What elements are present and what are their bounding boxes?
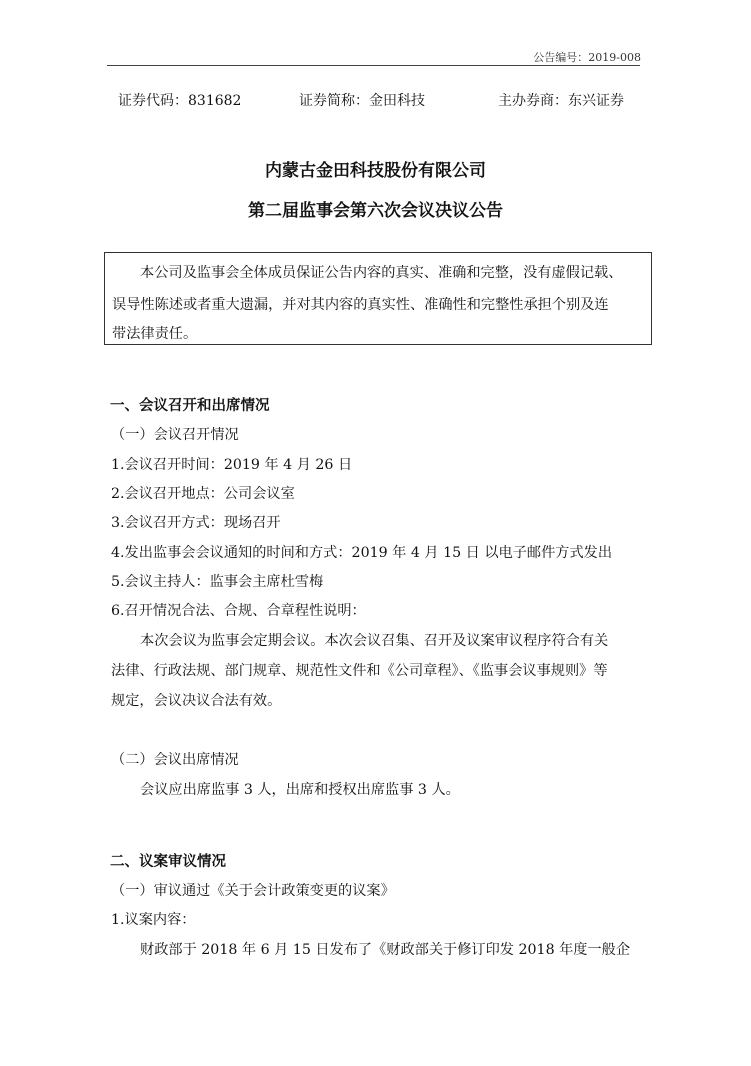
section1-heading: 一、会议召开和出席情况	[110, 398, 270, 414]
list-item: 5.会议主持人：监事会主席杜雪梅	[111, 574, 324, 590]
list-item: 4.发出监事会会议通知的时间和方式：2019 年 4 月 15 日 以电子邮件方式发出	[111, 545, 613, 561]
sponsor-broker: 主办券商：东兴证券	[498, 93, 624, 109]
list-item: 1.议案内容：	[111, 912, 196, 928]
list-item: 1.会议召开时间：2019 年 4 月 26 日	[111, 457, 353, 473]
disclaimer-line: 本公司及监事会全体成员保证公告内容的真实、准确和完整，没有虚假记载、	[140, 265, 623, 281]
notice-number: 公告编号：2019-008	[533, 51, 641, 64]
disclaimer-line: 误导性陈述或者重大遗漏，并对其内容的真实性、准确性和完整性承担个别及连	[112, 297, 609, 313]
securities-short-name: 证券简称：金田科技	[299, 93, 425, 109]
disclaimer-line: 带法律责任。	[112, 326, 198, 342]
section1-sub1: （一）会议召开情况	[111, 427, 239, 443]
paragraph-line: 财政部于 2018 年 6 月 15 日发布了《财政部关于修订印发 2018 年度一般企	[140, 942, 631, 958]
section1-sub2: （二）会议出席情况	[111, 752, 239, 768]
company-title: 内蒙古金田科技股份有限公司	[265, 161, 486, 181]
list-item: 2.会议召开地点：公司会议室	[111, 486, 295, 502]
paragraph-line: 法律、行政法规、部门规章、规范性文件和《公司章程》、《监事会议事规则》等	[111, 663, 608, 679]
section2-heading: 二、议案审议情况	[110, 854, 226, 870]
list-item: 6.召开情况合法、合规、合章程性说明：	[111, 603, 366, 619]
securities-code: 证券代码：831682	[118, 93, 242, 109]
list-item: 3.会议召开方式：现场召开	[111, 515, 281, 531]
paragraph-line: 规定，会议决议合法有效。	[111, 693, 282, 709]
paragraph-line: 本次会议为监事会定期会议。本次会议召集、召开及议案审议程序符合有关	[140, 633, 609, 649]
section2-sub1: （一）审议通过《关于会计政策变更的议案》	[111, 883, 395, 899]
attendance-text: 会议应出席监事 3 人，出席和授权出席监事 3 人。	[140, 782, 460, 798]
header-rule	[107, 65, 640, 66]
notice-title: 第二届监事会第六次会议决议公告	[248, 201, 503, 221]
